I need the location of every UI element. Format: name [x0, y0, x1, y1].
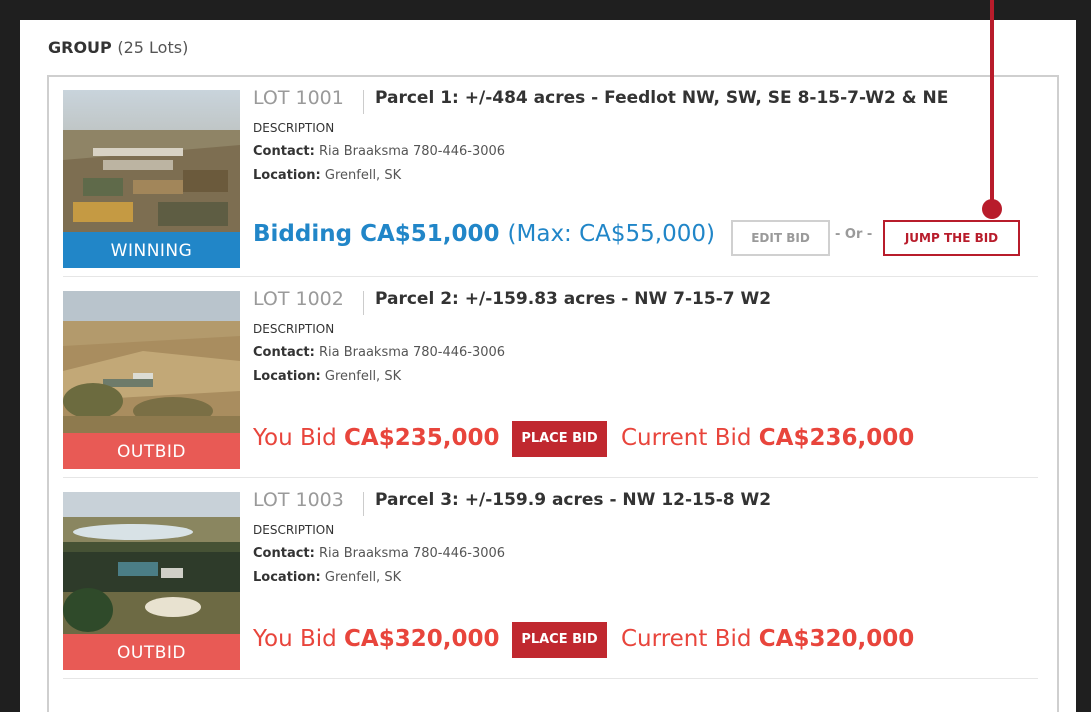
lot-thumbnail[interactable] [63, 291, 240, 469]
jump-the-bid-button[interactable]: JUMP THE BID [883, 220, 1020, 256]
contact-label: Contact: [253, 345, 315, 360]
group-heading [48, 38, 188, 57]
contact-line [253, 144, 505, 159]
lot-number: LOT 1001 [253, 87, 344, 109]
lot-group-panel [20, 20, 1076, 712]
current-bid-label: Current Bid [621, 626, 752, 652]
feedlot-aerial-photo [63, 90, 240, 232]
callout-line [990, 0, 994, 210]
lot-number: LOT 1002 [253, 288, 344, 310]
location-label: Location: [253, 570, 321, 585]
location-value: Grenfell, SK [324, 168, 402, 183]
description-label: DESCRIPTION [253, 121, 335, 135]
location-value: Grenfell, SK [324, 570, 402, 585]
callout-dot [982, 199, 1002, 219]
lot-thumbnail[interactable] [63, 492, 240, 670]
divider [363, 492, 364, 516]
lot-thumbnail[interactable] [63, 90, 240, 268]
description-label: DESCRIPTION [253, 523, 335, 537]
you-bid-label: You Bid [253, 626, 337, 652]
contact-value: Ria Braaksma 780-446-3006 [318, 345, 506, 360]
description-label: DESCRIPTION [253, 322, 335, 336]
location-label: Location: [253, 168, 321, 183]
lot-list [47, 75, 1059, 712]
lot-item [63, 288, 1038, 478]
lot-title-link[interactable]: Parcel 2: +/-159.83 acres - NW 7-15-7 W2 [375, 289, 772, 309]
you-bid-label: You Bid [253, 425, 337, 451]
bidding-text: Bidding CA$51,000 [253, 221, 500, 247]
contact-line [253, 345, 505, 360]
edit-bid-button[interactable]: EDIT BID [731, 220, 830, 256]
contact-label: Contact: [253, 546, 315, 561]
current-bid-value: CA$320,000 [758, 626, 915, 652]
status-outbid-badge: OUTBID [63, 634, 240, 670]
you-bid-value: CA$235,000 [344, 425, 500, 451]
place-bid-button[interactable]: PLACE BID [512, 421, 607, 457]
current-bid-label: Current Bid [621, 425, 752, 451]
current-bid [621, 425, 914, 451]
current-bid [621, 626, 914, 652]
max-bid-text: (Max: CA$55,000) [507, 221, 715, 247]
group-count: (25 Lots) [117, 38, 189, 57]
lot-item [63, 489, 1038, 679]
location-value: Grenfell, SK [324, 369, 402, 384]
lot-number: LOT 1003 [253, 489, 344, 511]
farmland-aerial-photo [63, 291, 240, 433]
your-bid [253, 626, 500, 652]
location-line [253, 570, 401, 585]
or-separator: - Or - [835, 227, 873, 242]
group-label: GROUP [48, 38, 112, 57]
lot-title-link[interactable]: Parcel 1: +/-484 acres - Feedlot NW, SW, SE 8-15-7-W2 & NE [375, 88, 949, 108]
lot-title-link[interactable]: Parcel 3: +/-159.9 acres - NW 12-15-8 W2 [375, 490, 772, 510]
location-label: Location: [253, 369, 321, 384]
contact-line [253, 546, 505, 561]
farmyard-aerial-photo [63, 492, 240, 634]
lot-item [63, 87, 1038, 277]
status-outbid-badge: OUTBID [63, 433, 240, 469]
you-bid-value: CA$320,000 [344, 626, 500, 652]
status-winning-badge: WINNING [63, 232, 240, 268]
divider [363, 90, 364, 114]
contact-value: Ria Braaksma 780-446-3006 [318, 546, 506, 561]
bidding-amount [253, 221, 715, 247]
divider [363, 291, 364, 315]
location-line [253, 369, 401, 384]
contact-value: Ria Braaksma 780-446-3006 [318, 144, 506, 159]
current-bid-value: CA$236,000 [758, 425, 915, 451]
location-line [253, 168, 401, 183]
contact-label: Contact: [253, 144, 315, 159]
your-bid [253, 425, 500, 451]
place-bid-button[interactable]: PLACE BID [512, 622, 607, 658]
